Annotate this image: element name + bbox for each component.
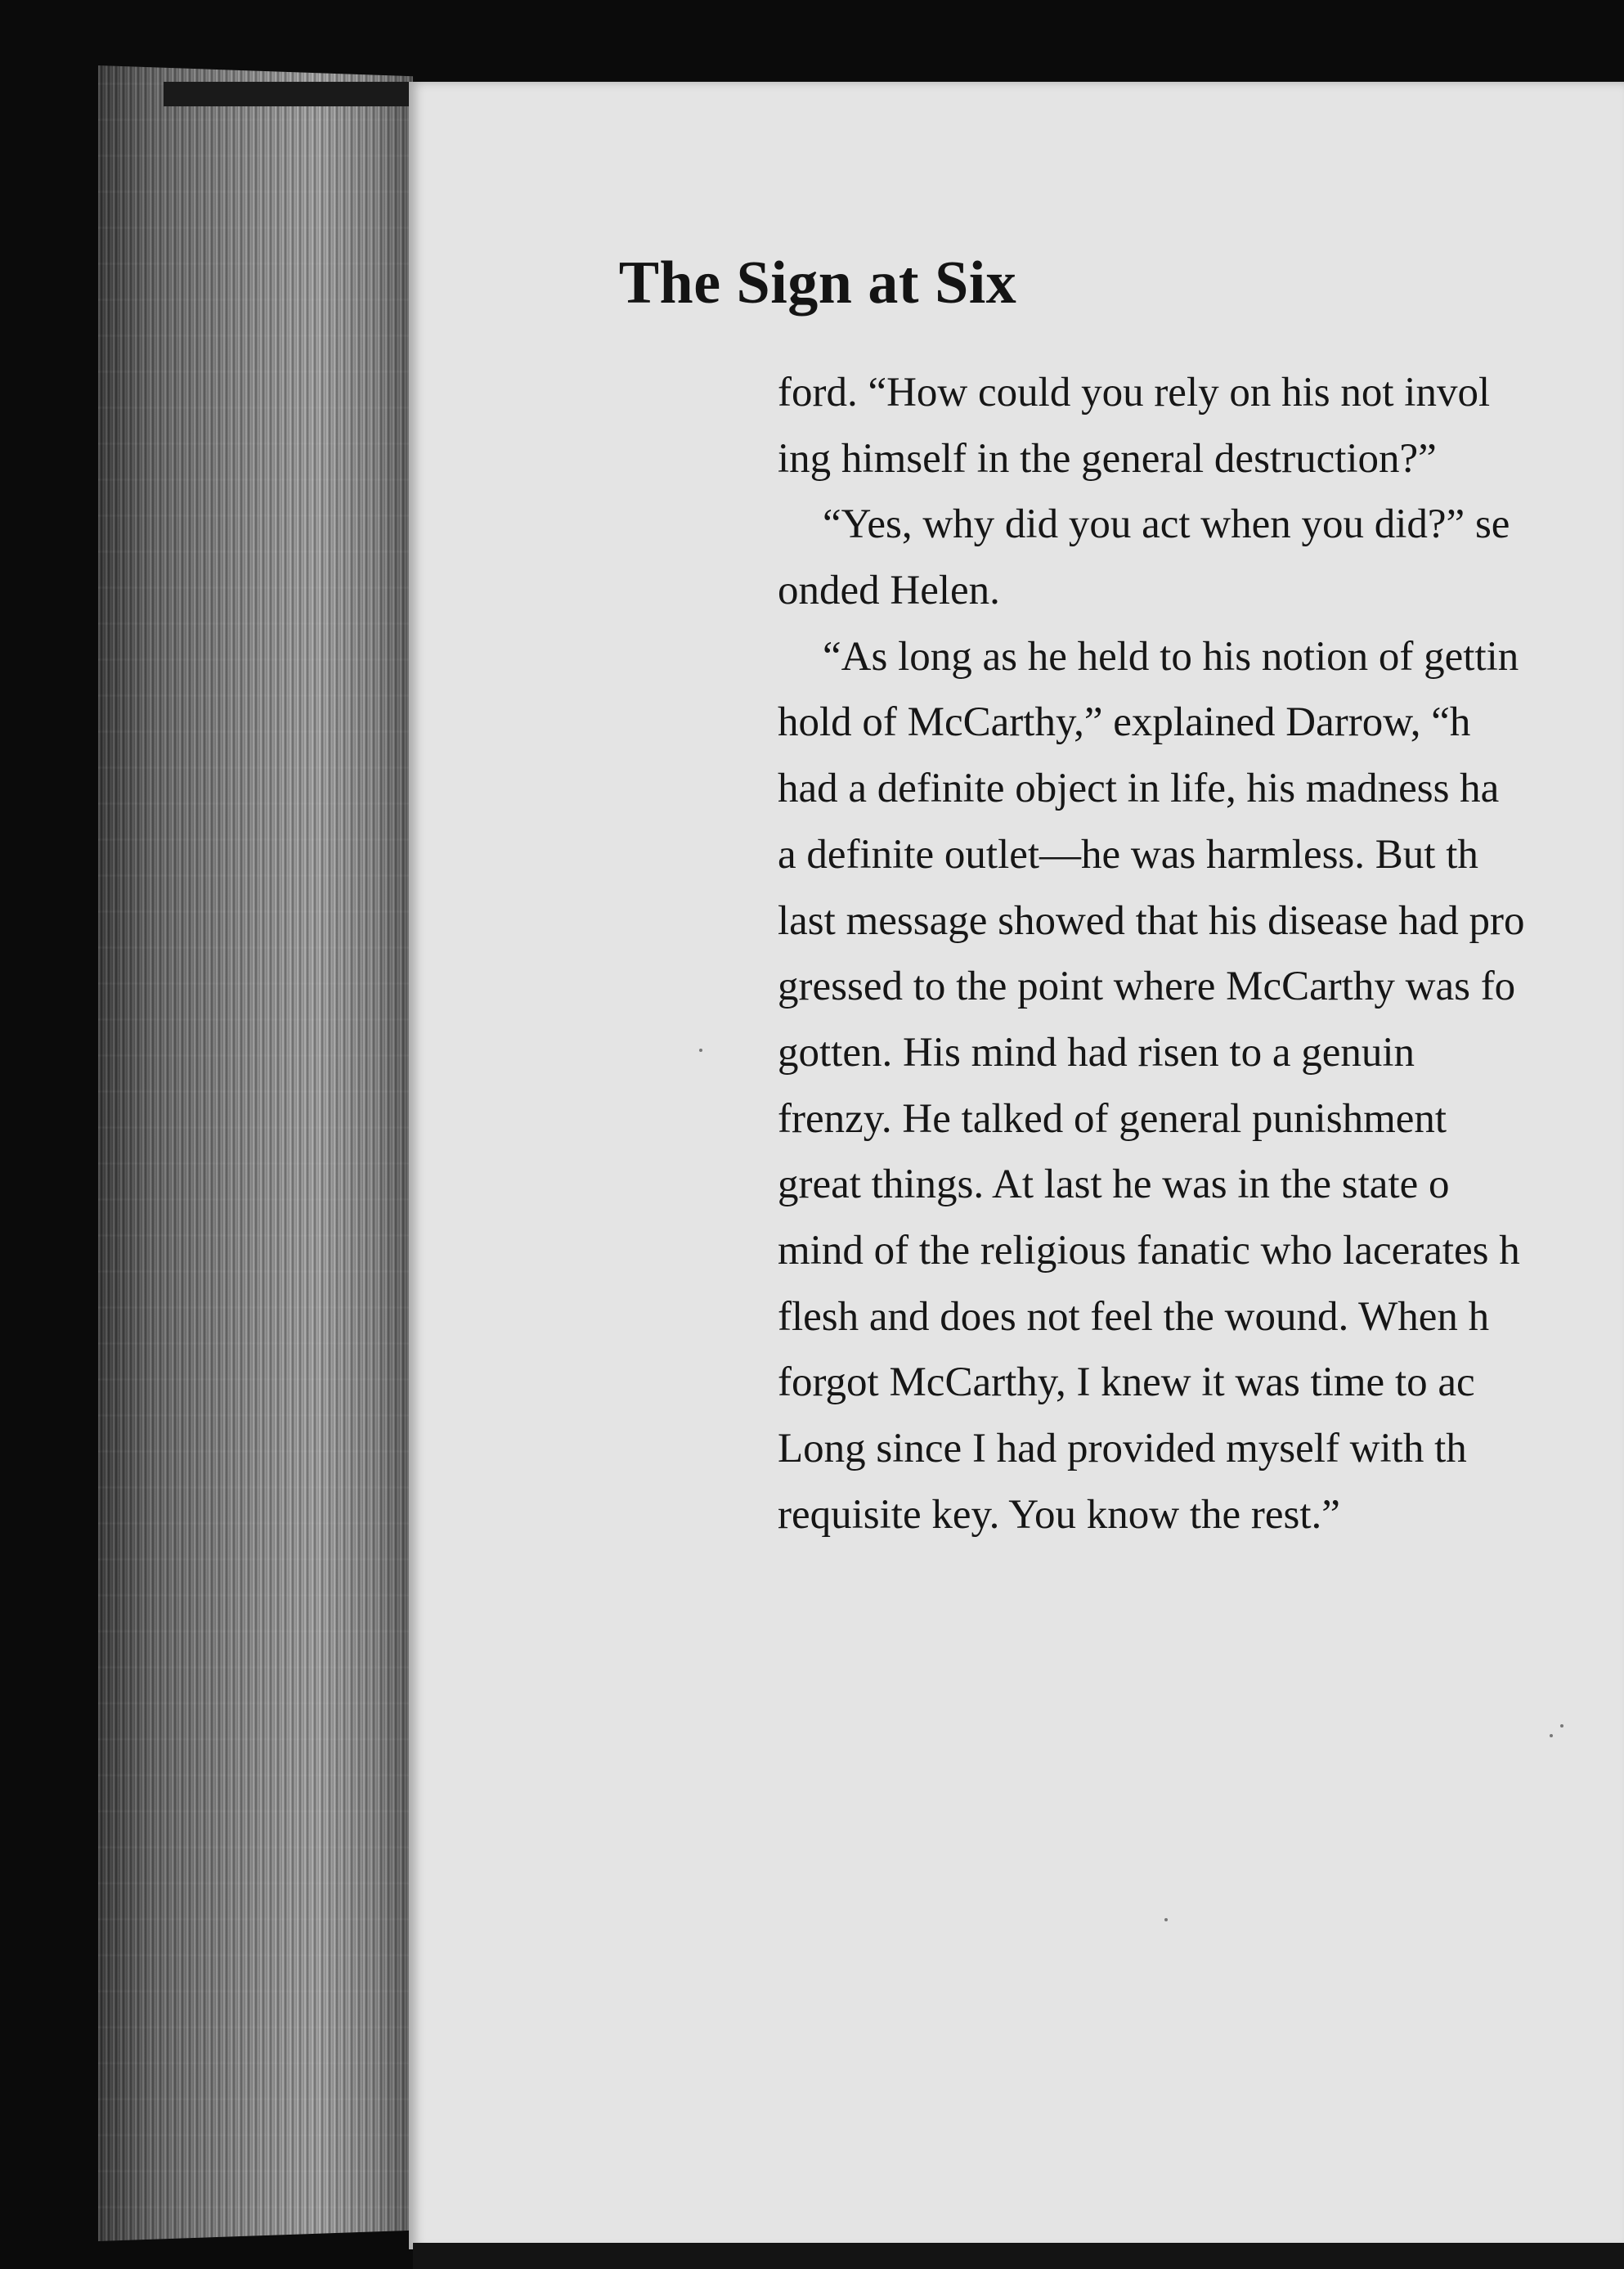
text-line: ing himself in the general destruction?” [778, 435, 1437, 482]
running-head: The Sign at Six [618, 249, 1017, 317]
text-line: last message showed that his disease had pro [778, 897, 1525, 944]
text-line: “As long as he held to his notion of gettin [823, 633, 1519, 680]
page-edges [98, 65, 413, 2241]
body-text [778, 360, 1624, 1548]
text-line: flesh and does not feel the wound. When h [778, 1293, 1490, 1340]
text-line: a definite outlet—he was harmless. But th [778, 831, 1478, 878]
paper-speck [1550, 1734, 1553, 1737]
text-line: had a definite object in life, his madness ha [778, 766, 1500, 812]
text-line: ford. “How could you rely on his not invol [778, 370, 1491, 416]
text-line: gressed to the point where McCarthy was fo [778, 964, 1516, 1010]
text-line: mind of the religious fanatic who lacerates h [778, 1227, 1520, 1274]
text-line: Long since I had provided myself with th [778, 1426, 1467, 1471]
text-line: hold of McCarthy,” explained Darrow, “h [778, 699, 1471, 746]
top-shadow [164, 82, 409, 106]
paper-speck [699, 1049, 702, 1052]
text-line: onded Helen. [778, 568, 1000, 614]
text-line: “Yes, why did you act when you did?” se [823, 501, 1510, 548]
paper-speck [1560, 1724, 1563, 1728]
text-line: requisite key. You know the rest.” [778, 1491, 1340, 1538]
text-line: frenzy. He talked of general punishment [778, 1095, 1447, 1142]
text-line: great things. At last he was in the state o [778, 1161, 1450, 1208]
text-line: gotten. His mind had risen to a genuin [778, 1029, 1415, 1076]
paper-speck [1164, 1918, 1168, 1921]
text-line: forgot McCarthy, I knew it was time to ac [778, 1359, 1475, 1406]
bottom-shadow [413, 2243, 1624, 2269]
